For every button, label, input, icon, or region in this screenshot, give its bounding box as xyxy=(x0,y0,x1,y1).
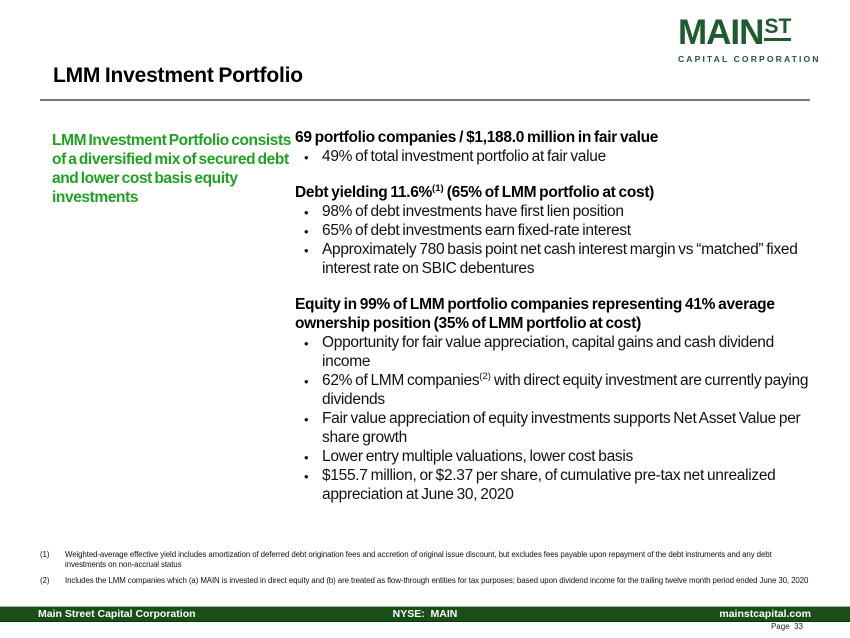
bullet-text: with direct equity investment are currently paying dividends xyxy=(322,372,809,408)
footnote-text: Weighted-average effective yield includes amortization of deferred debt origination fees and accretion of original issue discount, but excludes fees payable upon repayment of the debt instruments and any debt investments on non-accrual status xyxy=(65,550,772,569)
footer-company-name: Main Street Capital Corporation xyxy=(38,608,196,620)
footer-website: mainstcapital.com xyxy=(719,608,811,620)
section-heading xyxy=(295,183,825,202)
bullet-item: • Fair value appreciation of equity investments supports Net Asset Value per share growth xyxy=(295,409,825,447)
section-portfolio-overview xyxy=(295,128,825,166)
footnotes xyxy=(40,550,814,591)
bullet-item: • Approximately 780 basis point net cash interest margin vs “matched” fixed interest rate on SBIC debentures xyxy=(295,240,825,278)
footnote-1 xyxy=(40,550,814,570)
logo-st-text: ST xyxy=(764,16,791,41)
footnote-2 xyxy=(40,576,814,586)
section-heading: Equity in 99% of LMM portfolio companies representing 41% average ownership position (35% of LMM portfolio at cost) xyxy=(295,296,775,332)
footnote-text: Includes the LMM companies which (a) MAIN is invested in direct equity and (b) are treated as flow-through entities for tax purposes; based upon dividend income for the trailing twelve month period ended June 30, 2020 xyxy=(65,575,809,585)
bullet-item: • Opportunity for fair value appreciation, capital gains and cash dividend income xyxy=(295,333,825,371)
footnote-ref-2: (2) xyxy=(479,370,492,382)
bullet-item: • 49% of total investment portfolio at fair value xyxy=(295,147,825,166)
heading-text: (65% of LMM portfolio at cost) xyxy=(443,184,655,201)
bullet-item: • Lower entry multiple valuations, lower cost basis xyxy=(295,447,825,466)
section-debt-yield xyxy=(295,183,825,278)
bullet-item: • $155.7 million, or $2.37 per share, of cumulative pre-tax net unrealized appreciation at June 30, 2020 xyxy=(295,466,825,504)
bullet-list xyxy=(295,147,825,166)
sidebar-callout: LMM Investment Portfolio consists of a diversified mix of secured debt and lower cost basis equity investments xyxy=(52,132,291,206)
footer-bar xyxy=(0,606,850,622)
title-divider xyxy=(40,99,810,101)
footnote-marker: (1) xyxy=(40,550,50,559)
bullet-item xyxy=(295,371,825,409)
page-number: Page 33 xyxy=(770,622,803,631)
logo-subtitle: CAPITAL CORPORATION xyxy=(678,54,821,64)
page-title: LMM Investment Portfolio xyxy=(53,64,303,87)
footnote-ref-1: (1) xyxy=(432,182,444,194)
bullet-text: 62% of LMM companies xyxy=(322,372,480,389)
main-content xyxy=(295,128,825,504)
bullet-item: • 65% of debt investments earn fixed-rate interest xyxy=(295,221,825,240)
bullet-list xyxy=(295,202,825,278)
logo-wordmark xyxy=(678,15,808,52)
heading-text: Debt yielding 11.6% xyxy=(295,184,433,201)
company-logo xyxy=(678,13,821,64)
bullet-list xyxy=(295,333,825,504)
footnote-marker: (2) xyxy=(40,575,50,585)
footer-ticker: NYSE: MAIN xyxy=(392,608,458,620)
section-heading: 69 portfolio companies / $1,188.0 million in fair value xyxy=(295,129,659,146)
bullet-item: • 98% of debt investments have first lien position xyxy=(295,202,825,221)
section-equity xyxy=(295,295,825,504)
logo-main-text: MAIN xyxy=(678,13,764,52)
